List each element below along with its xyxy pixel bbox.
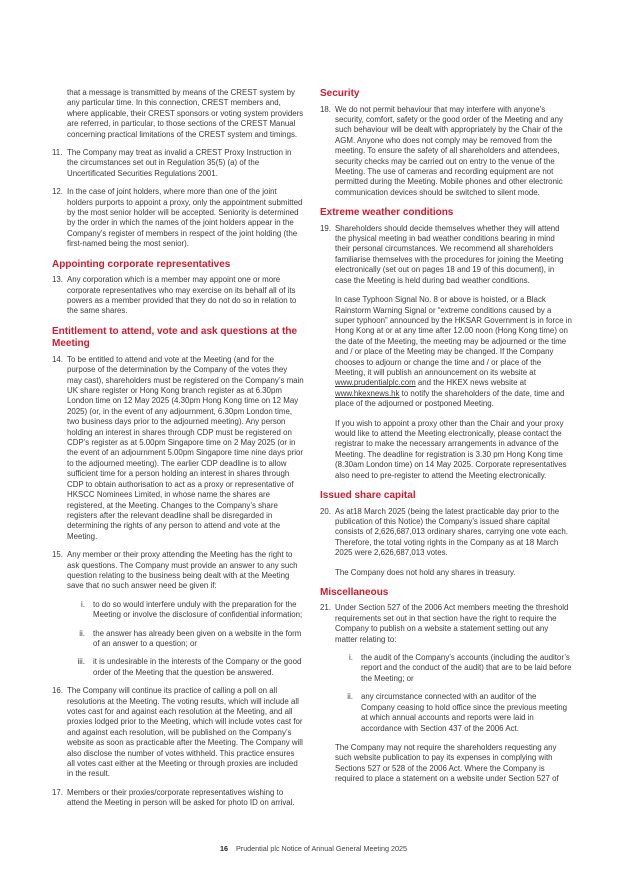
page-number: 16 bbox=[220, 844, 228, 853]
sub-item bbox=[67, 629, 304, 650]
sub-item-number: ii. bbox=[79, 628, 85, 638]
notice-item-18 bbox=[320, 105, 572, 199]
heading-security: Security bbox=[320, 88, 360, 99]
notice-item-17 bbox=[52, 788, 304, 809]
crest-continuation: that a message is transmitted by means of the CREST system by any particular time. In this connection, CREST members and, where applicable, their CREST sponsors or voting system providers are referred, in particular, to those sections of the CREST Manual concerning practical limitations of the CREST system and timings. bbox=[67, 88, 304, 139]
item-number: 17. bbox=[52, 787, 63, 797]
notice-item-19 bbox=[320, 224, 572, 481]
right-column bbox=[320, 88, 572, 793]
heading-issued-share-capital: Issued share capital bbox=[320, 490, 416, 501]
notice-item-12 bbox=[52, 187, 304, 249]
notice-item-14 bbox=[52, 355, 304, 542]
sub-item bbox=[335, 692, 572, 734]
sub-item-number: i. bbox=[81, 599, 85, 609]
hkex-website-link[interactable]: www.hkexnews.hk bbox=[335, 388, 400, 398]
notice-item-20 bbox=[320, 507, 572, 578]
heading-miscellaneous: Miscellaneous bbox=[320, 586, 389, 598]
sub-item bbox=[67, 657, 304, 678]
sub-item-number: iii. bbox=[77, 657, 85, 667]
item-number: 11. bbox=[52, 148, 63, 158]
heading-corporate-representatives: Appointing corporate representatives bbox=[52, 258, 231, 270]
sub-item-text: any circumstance connected with an auditor of the Company ceasing to hold office since the previous meeting at which annual accounts and reports were laid in accordance with Section 437 of the 2006 Act. bbox=[361, 692, 568, 733]
treasury-paragraph: The Company does not hold any shares in treasury. bbox=[335, 567, 516, 577]
item-text: Under Section 527 of the 2006 Act members meeting the threshold requirements set out in that section have the right to require the Company to publish on a website a statement setting out any matter relating to: bbox=[335, 603, 569, 644]
expenses-paragraph: The Company may not require the shareholders requesting any such website publication to pay its expenses in complying with Sections 527 or 528 of the 2006 Act. Where the Company is required to place a statement on a website under Section 527 of bbox=[335, 742, 559, 784]
heading-entitlement: Entitlement to attend, vote and ask questions at the Meeting bbox=[52, 325, 298, 350]
item-number: 18. bbox=[320, 104, 331, 114]
sub-item bbox=[67, 600, 304, 621]
item-text: We do not permit behaviour that may interfere with anyone’s security, comfort, safety or the good order of the Meeting and any such behaviour will be dealt with appropriately by the Chair of the AGM. Anyone who does not comply may be removed from the meeting. To ensure the safety of all shareholders and attendees, security checks may be carried out on entry to the venue of the Meeting. The use of cameras and recording equipment are not permitted during the Meeting. Mobile phones and other electronic communication devices should be switched to silent mode. bbox=[335, 104, 563, 197]
item-text: In the case of joint holders, where more than one of the joint holders purports to appoint a proxy, only the appointment submitted by the most senior holder will be accepted. Seniority is determined by the order in which the names of the joint holders appear in the Company’s register of members in respect of the joint holding (the first-named being the most senior). bbox=[67, 187, 303, 249]
item-text: To be entitled to attend and vote at the Meeting (and for the purpose of the determination by the Company of the votes they may cast), shareholders must be registered on the Company’s main UK share register or Hong Kong branch register as at 6.30pm London time on 12 May 2025 (4.30pm Hong Kong time on 12 May 2025) (or, in the event of any adjournment, 6.30pm London time, two business days prior to the adjourned meeting). Any person holding an interest in shares through CDP must be registered on CDP’s register as at 5.00pm Singapore time on 2 May 2025 (or in the event of an adjournment 5.00pm Singapore time nine days prior to the adjourned meeting). The earlier CDP deadline is to allow sufficient time for a person holding an interest in shares through CDP to obtain authorisation to act as a proxy or representative of HKSCC Nominees Limited, in whose name the shares are registered, at the Meeting. Changes to the Company’s share registers after the relevant deadline shall be disregarded in determining the rights of any person to attend and vote at the Meeting. bbox=[67, 354, 304, 541]
item-text: Any member or their proxy attending the Meeting has the right to ask questions. The Company must provide an answer to any such question relating to the business being dealt with at the Meeting save that no such answer need be given if: bbox=[67, 550, 298, 591]
item-text: The Company will continue its practice of calling a poll on all resolutions at the Meeting. The voting results, which will include all votes cast for and against each resolution at the Meeting, and all proxies lodged prior to the Meeting, which will include votes cast for and against each resolution, will be published on the Company’s website as soon as practicable after the Meeting. The Company will also disclose the number of votes withheld. This practice ensures all votes cast either at the Meeting or through proxies are included in the result. bbox=[67, 686, 303, 779]
item-text: As at18 March 2025 (being the latest practicable day prior to the publication of this Notice) the Company’s issued share capital consists of 2,626,687,013 ordinary shares, carrying one vote each. Therefore, the total voting rights in the Company as at 18 March 2025 were 2,626,687,013 votes. bbox=[335, 506, 568, 558]
sub-item-number: i. bbox=[349, 653, 353, 663]
page-footer bbox=[220, 844, 407, 853]
item-number: 19. bbox=[320, 223, 331, 233]
heading-extreme-weather: Extreme weather conditions bbox=[320, 207, 454, 219]
item-text: The Company may treat as invalid a CREST Proxy Instruction in the circumstances set out in Regulation 35(5) (a) of the Uncertificated Securities Regulations 2001. bbox=[67, 148, 292, 178]
left-column bbox=[52, 88, 304, 817]
footer-text: Prudential plc Notice of Annual General Meeting 2025 bbox=[236, 844, 408, 853]
sub-item-text: it is undesirable in the interests of the Company or the good order of the Meeting that the question be answered. bbox=[93, 657, 302, 677]
item-number: 16. bbox=[52, 686, 63, 696]
notice-item-21 bbox=[320, 603, 572, 784]
notice-item-11 bbox=[52, 148, 304, 179]
prudential-website-link[interactable]: www.prudentialplc.com bbox=[335, 378, 416, 388]
sub-item-text: to do so would interfere unduly with the preparation for the Meeting or involve the disclosure of confidential information; bbox=[93, 599, 303, 620]
sub-item-text: the answer has already been given on a website in the form of an answer to a question; or bbox=[93, 628, 302, 648]
item-number: 15. bbox=[52, 550, 63, 560]
item-text: Any corporation which is a member may appoint one or more corporate representatives who may exercise on its behalf all of its powers as a member provided that they do not do so in relation to the same shares. bbox=[67, 275, 297, 316]
notice-item-15 bbox=[52, 550, 304, 678]
proxy-paragraph: If you wish to appoint a proxy other than the Chair and your proxy would like to attend the Meeting electronically, please contact the registrar to make the necessary arrangements in advance of the Meeting. The deadline for registration is 3.30 pm Hong Kong time (8.30am London time) on 14 May 2025. Corporate representatives also need to pre-register to attend the Meeting electronically. bbox=[335, 418, 567, 480]
paragraph-text: to notify the shareholders of the date, time and place of the adjourned or postponed Meeting. bbox=[335, 388, 565, 409]
typhoon-paragraph bbox=[335, 295, 572, 409]
item-number: 12. bbox=[52, 187, 63, 197]
item-text: Shareholders should decide themselves whether they will attend the physical meeting in bad weather conditions bearing in mind their personal circumstances. We recommend all shareholders familiarise themselves with the procedures for joining the Meeting electronically (set out on pages 18 and 19 of this document), in case the Meeting is held during bad weather conditions. bbox=[335, 223, 564, 285]
paragraph-text: and the HKEX news website at bbox=[415, 378, 527, 388]
item-number: 14. bbox=[52, 354, 63, 364]
notice-item-13 bbox=[52, 275, 304, 317]
item-number: 13. bbox=[52, 275, 63, 285]
item-number: 20. bbox=[320, 506, 331, 516]
notice-item-16 bbox=[52, 686, 304, 780]
sub-item-number: ii. bbox=[347, 692, 353, 702]
item-text: Members or their proxies/corporate representatives wishing to attend the Meeting in person will be asked for photo ID on arrival. bbox=[67, 787, 295, 808]
item-number: 21. bbox=[320, 603, 331, 613]
sub-item-text: the audit of the Company’s accounts (including the auditor’s report and the conduct of the audit) that are to be laid before the Meeting; or bbox=[361, 653, 572, 683]
paragraph-text: In case Typhoon Signal No. 8 or above is hoisted, or a Black Rainstorm Warning Signal or “extreme conditions caused by a super typhoon” announced by the HKSAR Government is in force in Hong Kong at or at any time after 12.00 noon (Hong Kong time) on the date of the Meeting, the meeting may be adjourned or the time and / or place of the Meeting may be changed. If the Company chooses to adjourn or change the time and / or place of the Meeting, it will publish an announcement on its website at bbox=[335, 295, 572, 377]
sub-item bbox=[335, 653, 572, 684]
